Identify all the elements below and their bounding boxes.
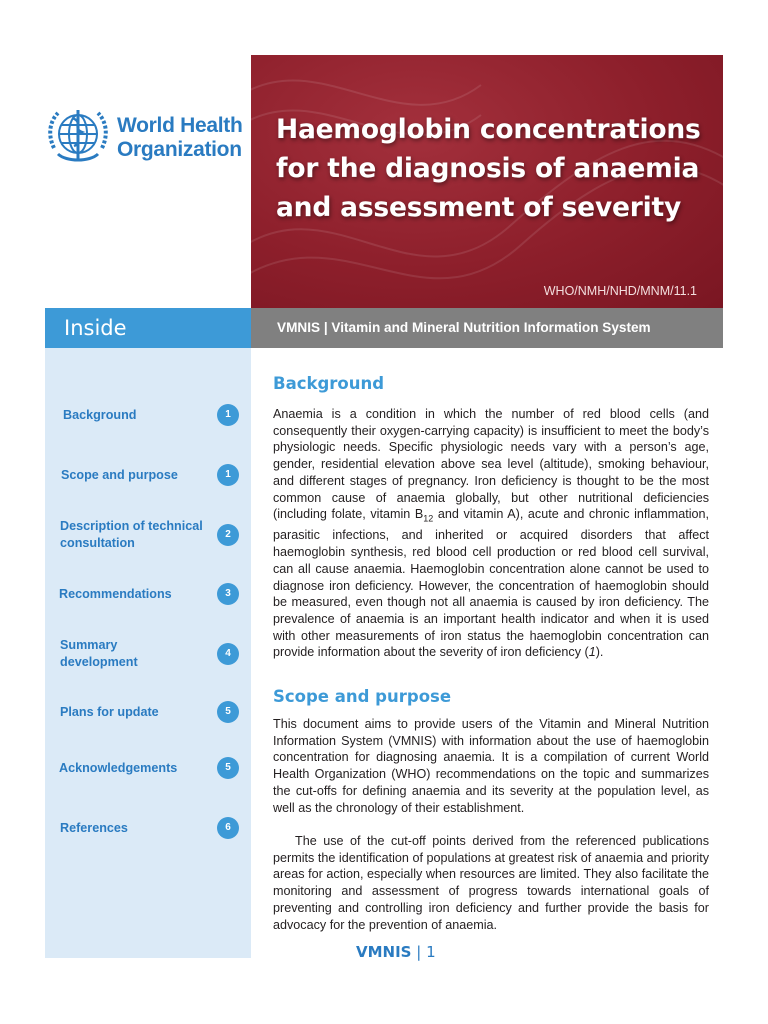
toc-item-label: Recommendations — [59, 586, 172, 601]
toc-item-label: Description of technical consultation — [60, 519, 203, 550]
background-text-part-3: ). — [595, 645, 604, 660]
background-paragraph — [273, 406, 709, 661]
toc-item-recommendations[interactable] — [60, 572, 255, 616]
title-banner — [251, 55, 723, 308]
toc-item-plans-for-update[interactable] — [60, 690, 255, 734]
toc-page-badge: 5 — [217, 757, 239, 779]
toc-item-acknowledgements[interactable] — [60, 746, 255, 790]
toc-page-badge: 2 — [217, 524, 239, 546]
document-title: Haemoglobin concentrations for the diagnosis of anaemia and assessment of severity — [276, 114, 701, 223]
toc-item-description-of-technical-consultation[interactable] — [60, 513, 255, 557]
who-emblem-icon — [44, 104, 112, 166]
toc-item-label: Background — [63, 407, 137, 422]
toc-page-badge: 1 — [217, 404, 239, 426]
toc-page-badge: 5 — [217, 701, 239, 723]
document-code: WHO/NMH/NHD/MNM/11.1 — [543, 284, 697, 298]
background-heading: Background — [273, 374, 385, 393]
footer-separator: | — [416, 943, 422, 961]
scope-heading: Scope and purpose — [273, 687, 452, 706]
logo-line-1: World Health — [117, 114, 243, 137]
who-logo — [44, 104, 244, 170]
vmnis-bar: VMNIS | Vitamin and Mineral Nutrition Information System — [251, 308, 723, 348]
background-text-part-1: Anaemia is a condition in which the number of red blood cells (and consequently their oxygen-carrying capacity) is insufficient to meet the body’s physiologic needs. Specific physiologic needs vary with a person’s age, gender, residential elevation above sea level (altitude), smoking behaviour, and different stages of pregnancy. Iron deficiency is thought to be the most common cause of anaemia globally, but other nutritional deficiencies (including folate, vitamin B — [273, 407, 709, 522]
reference-link[interactable]: 1 — [588, 645, 596, 660]
toc-item-references[interactable] — [60, 806, 255, 850]
toc-item-label: Plans for update — [60, 704, 159, 719]
toc-page-badge: 6 — [217, 817, 239, 839]
logo-line-2: Organization — [117, 138, 242, 161]
toc-page-badge: 3 — [217, 583, 239, 605]
page-footer — [356, 943, 436, 961]
vitamin-b12-subscript: 12 — [423, 513, 434, 524]
toc-item-label: Acknowledgements — [59, 760, 178, 775]
toc-page-badge: 4 — [217, 643, 239, 665]
toc-item-summary-development[interactable] — [60, 632, 255, 676]
page-number: 1 — [426, 943, 436, 961]
toc-item-background[interactable] — [60, 393, 255, 437]
toc-item-label: Summary development — [60, 638, 138, 669]
footer-brand: VMNIS — [356, 943, 412, 961]
background-text-part-2: and vitamin A), acute and chronic inflammation, parasitic infections, and inherited or acquired disorders that affect haemoglobin synthesis, red blood cell production or red blood cell survival, can all cause anaemia. Haemoglobin concentration alone cannot be used to diagnose iron deficiency. However, the concentration of haemoglobin should be measured, even though not all anaemia is caused by iron deficiency. The prevalence of anaemia is an important health indicator and when it is used with other measurements of iron status the haemoglobin concentration can provide information about the severity of iron deficiency ( — [273, 507, 709, 660]
toc-page-badge: 1 — [217, 464, 239, 486]
toc-item-label: Scope and purpose — [61, 467, 178, 482]
toc-item-label: References — [60, 820, 128, 835]
inside-header: Inside — [45, 308, 251, 348]
scope-paragraph-1: This document aims to provide users of the Vitamin and Mineral Nutrition Information System (VMNIS) with information about the use of haemoglobin concentration for diagnosing anaemia. It is a compilation of current World Health Organization (WHO) recommendations on the topic and summarizes the cut-offs for defining anaemia and its severity at the population level, as well as the chronology of their establishment. — [273, 717, 709, 815]
contents-sidebar — [45, 348, 251, 958]
scope-paragraph-2: The use of the cut-off points derived from the referenced publications permits the identification of populations at greatest risk of anaemia and priority areas for action, especially when resources are limited. They also facilitate the monitoring and assessment of progress towards international goals of preventing and controlling iron deficiency and further provide the basis for advocacy for the prevention of anaemia. — [273, 834, 709, 932]
toc-item-scope-and-purpose[interactable] — [60, 453, 255, 497]
